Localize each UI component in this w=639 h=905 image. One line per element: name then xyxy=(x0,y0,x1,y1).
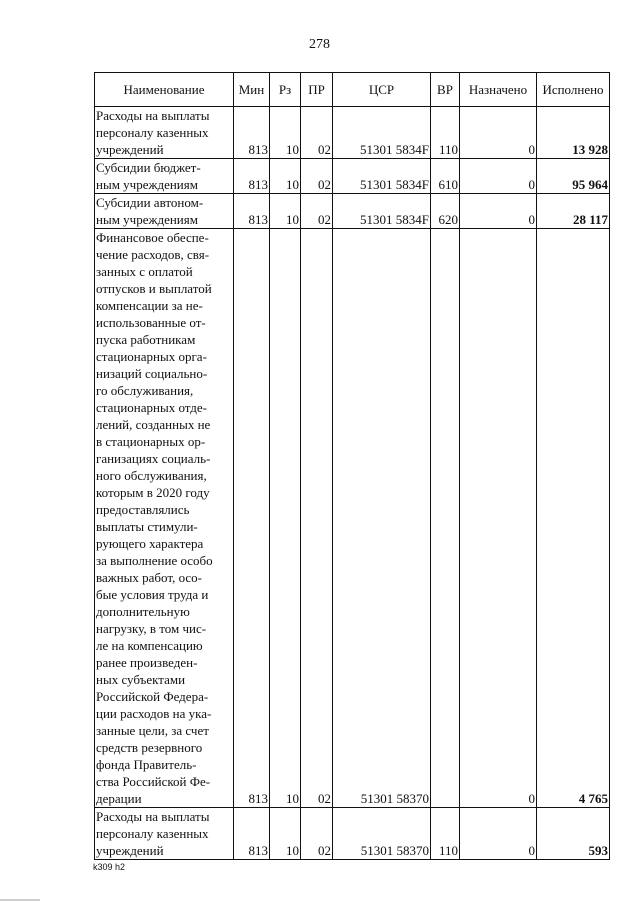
name-line: низаций социально- xyxy=(96,366,208,381)
cell-assigned: 0 xyxy=(460,159,537,194)
name-line: учреждений xyxy=(96,142,164,157)
name-line: чение расходов, свя- xyxy=(96,247,210,262)
header-vr: ВР xyxy=(431,73,460,107)
name-line: которым в 2020 году xyxy=(96,485,210,500)
name-line: ганизациях социаль- xyxy=(96,451,211,466)
name-line: стационарных орга- xyxy=(96,349,207,364)
name-line: пуска работникам xyxy=(96,332,196,347)
cell-name xyxy=(95,229,234,808)
name-line: Субсидии бюджет- xyxy=(96,160,201,175)
name-line: персоналу казенных xyxy=(96,125,209,140)
name-line: занных с оплатой xyxy=(96,264,193,279)
cell-pr: 02 xyxy=(301,159,333,194)
header-name: Наименование xyxy=(95,73,234,107)
cell-assigned: 0 xyxy=(460,194,537,229)
cell-pr: 02 xyxy=(301,229,333,808)
name-line: ным учреждениям xyxy=(96,177,198,192)
cell-rz: 10 xyxy=(270,194,301,229)
name-line: Расходы на выплаты xyxy=(96,108,210,123)
header-assigned: Назначено xyxy=(460,73,537,107)
name-line: стационарных отде- xyxy=(96,400,208,415)
table-row xyxy=(95,107,610,159)
name-line: дополнительную xyxy=(96,604,190,619)
cell-assigned: 0 xyxy=(460,229,537,808)
cell-pr: 02 xyxy=(301,107,333,159)
cell-min: 813 xyxy=(234,159,270,194)
cell-vr: 110 xyxy=(431,107,460,159)
name-line: рующего характера xyxy=(96,536,204,551)
name-line: выплаты стимули- xyxy=(96,519,198,534)
name-line: учреждений xyxy=(96,843,164,858)
name-line: отпусков и выплатой xyxy=(96,281,212,296)
header-executed: Исполнено xyxy=(537,73,610,107)
name-line: занные цели, за счет xyxy=(96,723,209,738)
name-line: компенсации за не- xyxy=(96,298,203,313)
cell-name xyxy=(95,194,234,229)
cell-executed: 593 xyxy=(537,808,610,860)
cell-assigned: 0 xyxy=(460,107,537,159)
cell-executed: 95 964 xyxy=(537,159,610,194)
name-line: ного обслуживания, xyxy=(96,468,207,483)
name-line: за выполнение особо xyxy=(96,553,213,568)
name-line: го обслуживания, xyxy=(96,383,194,398)
table-header-row xyxy=(95,73,610,107)
table-row xyxy=(95,808,610,860)
cell-csr: 51301 5834F xyxy=(333,194,431,229)
footer-code: k309 h2 xyxy=(93,862,126,872)
name-line: фонда Правитель- xyxy=(96,757,197,772)
cell-pr: 02 xyxy=(301,194,333,229)
cell-executed: 13 928 xyxy=(537,107,610,159)
cell-vr: 620 xyxy=(431,194,460,229)
cell-rz: 10 xyxy=(270,808,301,860)
name-line: предоставлялись xyxy=(96,502,190,517)
header-csr: ЦСР xyxy=(333,73,431,107)
name-line: лений, созданных не xyxy=(96,417,211,432)
name-line: средств резервного xyxy=(96,740,203,755)
name-line: персоналу казенных xyxy=(96,826,209,841)
header-pr: ПР xyxy=(301,73,333,107)
name-line: Субсидии автоном- xyxy=(96,195,204,210)
name-line: Финансовое обеспе- xyxy=(96,230,209,245)
cell-vr xyxy=(431,229,460,808)
table-body xyxy=(95,107,610,860)
cell-csr: 51301 5834F xyxy=(333,159,431,194)
name-line: использованные от- xyxy=(96,315,206,330)
cell-executed: 4 765 xyxy=(537,229,610,808)
scan-edge-mark xyxy=(0,899,40,901)
cell-rz: 10 xyxy=(270,107,301,159)
header-rz: Рз xyxy=(270,73,301,107)
name-line: бые условия труда и xyxy=(96,587,209,602)
cell-name xyxy=(95,159,234,194)
table-row xyxy=(95,229,610,808)
name-line: ства Российской Фе- xyxy=(96,774,211,789)
cell-name xyxy=(95,107,234,159)
header-min: Мин xyxy=(234,73,270,107)
page-number: 278 xyxy=(309,37,330,52)
cell-pr: 02 xyxy=(301,808,333,860)
name-line: Российской Федера- xyxy=(96,689,209,704)
cell-vr: 610 xyxy=(431,159,460,194)
cell-min: 813 xyxy=(234,107,270,159)
name-line: ции расходов на ука- xyxy=(96,706,212,721)
name-line: ным учреждениям xyxy=(96,212,198,227)
name-line: ле на компенсацию xyxy=(96,638,203,653)
cell-csr: 51301 58370 xyxy=(333,229,431,808)
cell-rz: 10 xyxy=(270,229,301,808)
name-line: в стационарных ор- xyxy=(96,434,206,449)
cell-name xyxy=(95,808,234,860)
cell-csr: 51301 5834F xyxy=(333,107,431,159)
name-line: ранее произведен- xyxy=(96,655,198,670)
cell-vr: 110 xyxy=(431,808,460,860)
name-line: Расходы на выплаты xyxy=(96,809,210,824)
table-row xyxy=(95,159,610,194)
name-line: нагрузку, в том чис- xyxy=(96,621,207,636)
cell-min: 813 xyxy=(234,194,270,229)
name-line: ных субъектами xyxy=(96,672,186,687)
cell-assigned: 0 xyxy=(460,808,537,860)
cell-executed: 28 117 xyxy=(537,194,610,229)
table-row xyxy=(95,194,610,229)
name-line: дерации xyxy=(96,791,142,806)
cell-min: 813 xyxy=(234,808,270,860)
cell-csr: 51301 58370 xyxy=(333,808,431,860)
cell-rz: 10 xyxy=(270,159,301,194)
budget-table xyxy=(94,72,610,860)
name-line: важных работ, осо- xyxy=(96,570,202,585)
cell-min: 813 xyxy=(234,229,270,808)
